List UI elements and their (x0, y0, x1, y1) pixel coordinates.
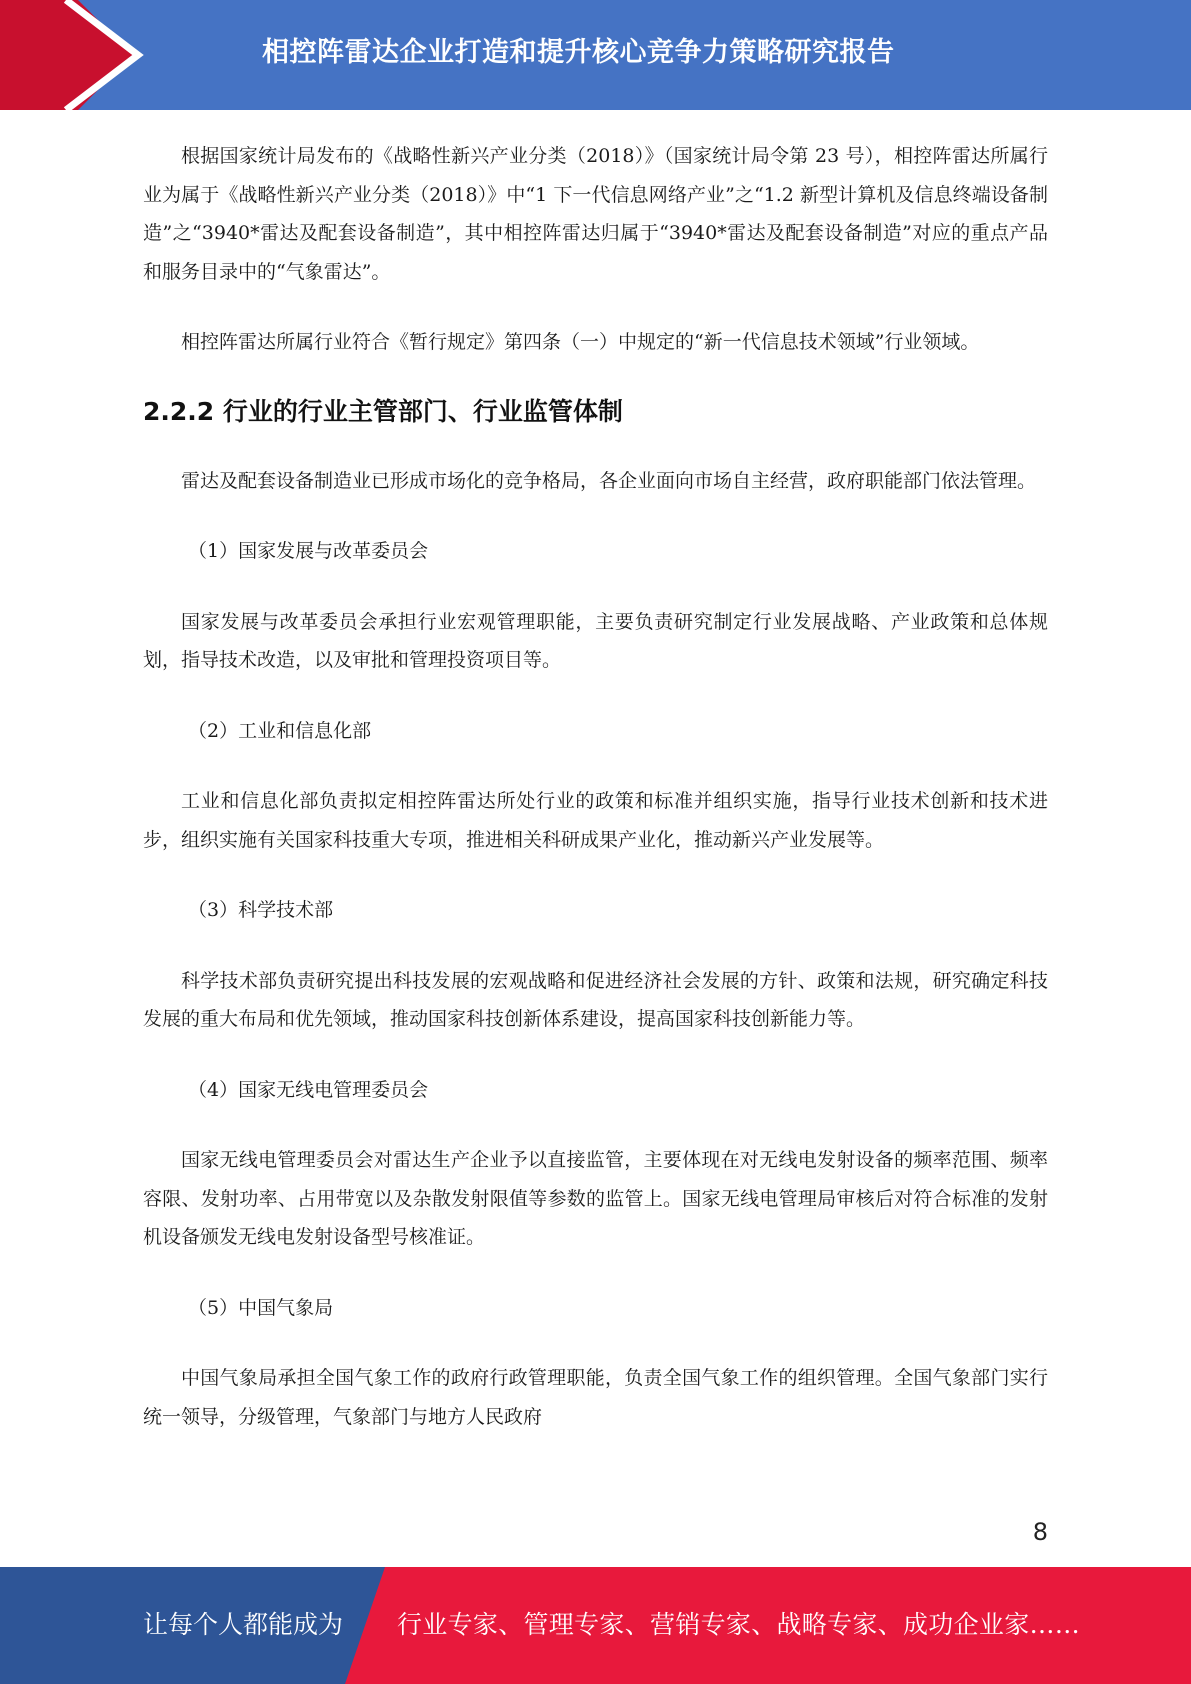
footer-slogan-right: 行业专家、管理专家、营销专家、战略专家、成功企业家…… (397, 1610, 1081, 1639)
page-footer (0, 1567, 1191, 1684)
section-heading: 2.2.2 行业的行业主管部门、行业监管体制 (143, 396, 623, 426)
subsection-text: 国家发展与改革委员会承担行业宏观管理职能，主要负责研究制定行业发展战略、产业政策和总体规划，指导技术改造，以及审批和管理投资项目等。 (143, 610, 1048, 671)
subsection-label: （3）科学技术部 (188, 899, 334, 921)
subsection-label: （2）工业和信息化部 (188, 719, 372, 742)
subsection-label: （5）中国气象局 (188, 1296, 334, 1319)
subsection-text: 工业和信息化部负责拟定相控阵雷达所处行业的政策和标准并组织实施，指导行业技术创新和技术进步，组织实施有关国家科技重大专项，推进相关科研成果产业化，推动新兴产业发展等。 (143, 790, 1048, 851)
document-body (143, 137, 1048, 1436)
paragraph-classification: 根据国家统计局发布的《战略性新兴产业分类（2018）》（国家统计局令第 23 号），相控阵雷达所属行业为属于《战略性新兴产业分类（2018）》中“1 下一代信息网络产业”之“1.2 新型计算机及信息终端设备制造”之“3940*雷达及配套设备制造”，其中相控阵雷达归属于“3940*雷达及配套设备制造”对应的重点产品和服务目录中的“气象雷达”。 (143, 145, 1048, 283)
page-number: 8 (1032, 1518, 1048, 1546)
subsection-label: （1）国家发展与改革委员会 (188, 540, 429, 562)
subsection-label: （4）国家无线电管理委员会 (188, 1078, 429, 1101)
page-header (0, 0, 1191, 110)
header-chevron-decoration (0, 0, 150, 110)
subsection-text: 中国气象局承担全国气象工作的政府行政管理职能，负责全国气象工作的组织管理。全国气象部门实行统一领导，分级管理，气象部门与地方人民政府 (143, 1367, 1048, 1428)
footer-slogan-left: 让每个人都能成为 (143, 1610, 344, 1639)
report-title: 相控阵雷达企业打造和提升核心竞争力策略研究报告 (262, 37, 895, 68)
paragraph-overview: 雷达及配套设备制造业已形成市场化的竞争格局，各企业面向市场自主经营，政府职能部门依法管理。 (181, 469, 1037, 492)
subsection-text: 科学技术部负责研究提出科技发展的宏观战略和促进经济社会发展的方针、政策和法规，研究确定科技发展的重大布局和优先领域，推动国家科技创新体系建设，提高国家科技创新能力等。 (143, 969, 1048, 1030)
paragraph-compliance: 相控阵雷达所属行业符合《暂行规定》第四条（一）中规定的“新一代信息技术领域”行业领域。 (181, 331, 980, 353)
subsection-text: 国家无线电管理委员会对雷达生产企业予以直接监管，主要体现在对无线电发射设备的频率范围、频率容限、发射功率、占用带宽以及杂散发射限值等参数的监管上。国家无线电管理局审核后对符合标准的发射机设备颁发无线电发射设备型号核准证。 (143, 1149, 1048, 1248)
